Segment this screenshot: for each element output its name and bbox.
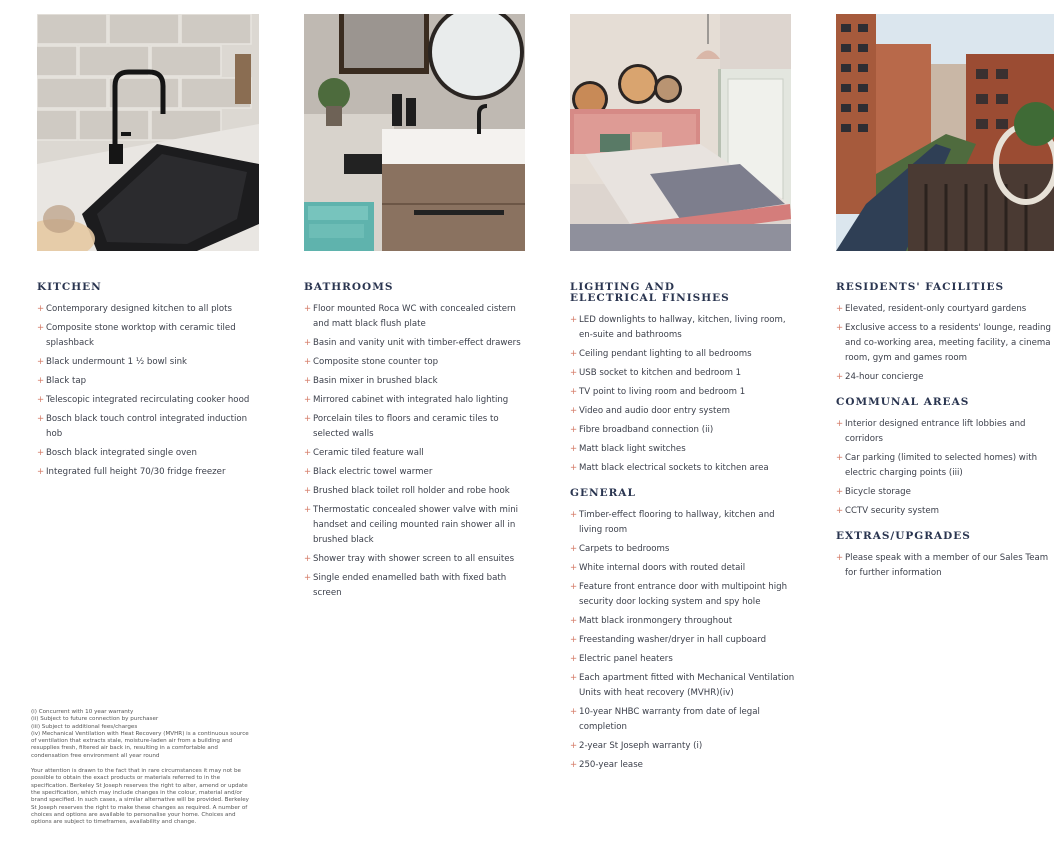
list-item: + Telescopic integrated recirculating cooker hood: [37, 393, 262, 408]
list-item: + Video and audio door entry system: [570, 404, 795, 419]
list-item: + Mirrored cabinet with integrated halo lighting: [304, 393, 529, 408]
list-item: + 10-year NHBC warranty from date of legal completion: [570, 705, 795, 735]
list-item: + Bicycle storage: [836, 485, 1052, 500]
list-item: + Each apartment fitted with Mechanical Ventilation Units with heat recovery (MVHR)(iv): [570, 671, 795, 701]
list-item: + Composite stone worktop with ceramic tiled splashback: [37, 321, 262, 351]
list-item: + 2-year St Joseph warranty (i): [570, 739, 795, 754]
list-item: + Basin mixer in brushed black: [304, 374, 529, 389]
list-item: + Basin and vanity unit with timber-effect drawers: [304, 336, 529, 351]
list-item: + Matt black ironmongery throughout: [570, 614, 795, 629]
list-item: + LED downlights to hallway, kitchen, living room, en-suite and bathrooms: [570, 313, 795, 343]
list-item: + Contemporary designed kitchen to all plots: [37, 302, 262, 317]
kitchen-list: [37, 302, 262, 480]
kitchen-heading: KITCHEN: [37, 281, 102, 293]
list-item: + Carpets to bedrooms: [570, 542, 795, 557]
general-list: [570, 508, 795, 773]
communal-heading: COMMUNAL AREAS: [836, 396, 970, 408]
list-item: + Freestanding washer/dryer in hall cupboard: [570, 633, 795, 648]
extras-list: [836, 551, 1052, 581]
footnote-list: [31, 709, 251, 760]
list-item: + Bosch black integrated single oven: [37, 446, 262, 461]
list-item: + Car parking (limited to selected homes) with electric charging points (iii): [836, 451, 1052, 481]
extras-heading: EXTRAS/UPGRADES: [836, 530, 971, 542]
list-item: + Fibre broadband connection (ii): [570, 423, 795, 438]
communal-list: [836, 417, 1052, 519]
list-item: + Integrated full height 70/30 fridge freezer: [37, 465, 262, 480]
footnote: (iv) Mechanical Ventilation with Heat Recovery (MVHR) is a continuous source of ventilation that extracts stale, moisture-laden air from a building and resupplies fresh, filtered air back in, resulting in a comfortable and condensation free environment all year round: [31, 730, 249, 759]
list-item: + Black undermount 1 ½ bowl sink: [37, 355, 262, 370]
list-item: + Black tap: [37, 374, 262, 389]
list-item: + Ceiling pendant lighting to all bedrooms: [570, 347, 795, 362]
list-item: + Feature front entrance door with multipoint high security door locking system and spy hole: [570, 580, 795, 610]
bathrooms-column: [304, 282, 529, 613]
kitchen-photo: [37, 14, 259, 251]
bathrooms-heading: BATHROOMS: [304, 281, 394, 293]
footnotes: [31, 709, 251, 834]
list-item: + 250-year lease: [570, 758, 795, 773]
list-item: + TV point to living room and bedroom 1: [570, 385, 795, 400]
list-item: + White internal doors with routed detail: [570, 561, 795, 576]
general-heading: GENERAL: [570, 487, 636, 499]
list-item: + Matt black light switches: [570, 442, 795, 457]
lighting-list: [570, 313, 795, 476]
footnote: (iii) Subject to additional fees/charges: [31, 723, 138, 730]
list-item: + Interior designed entrance lift lobbies and corridors: [836, 417, 1052, 447]
list-item: + Floor mounted Roca WC with concealed cistern and matt black flush plate: [304, 302, 529, 332]
footnote: (i) Concurrent with 10 year warranty: [31, 709, 134, 715]
list-item: + Electric panel heaters: [570, 652, 795, 667]
list-item: + Composite stone counter top: [304, 355, 529, 370]
list-item: + Elevated, resident-only courtyard gardens: [836, 302, 1052, 317]
list-item: + Ceramic tiled feature wall: [304, 446, 529, 461]
lighting-general-column: [570, 282, 795, 785]
list-item: + 24-hour concierge: [836, 370, 1052, 385]
list-item: + Brushed black toilet roll holder and robe hook: [304, 484, 529, 499]
list-item: + USB socket to kitchen and bedroom 1: [570, 366, 795, 381]
bedroom-photo: [570, 14, 791, 251]
residents-list: [836, 302, 1052, 385]
bathrooms-list: [304, 302, 529, 601]
list-item: + Bosch black touch control integrated induction hob: [37, 412, 262, 442]
kitchen-column: [37, 282, 262, 492]
footnote: (ii) Subject to future connection by purchaser: [31, 716, 159, 723]
facilities-column: [836, 282, 1052, 593]
disclaimer: Your attention is drawn to the fact that in rare circumstances it may not be possible to obtain the exact products or materials referred to in the specification. Berkeley St Joseph reserves the right to alter, amend or update the specification, which may include changes in the colour, material and/or brand specified. In such cases, a similar alternative will be provided. Berkeley St Joseph reserves the right to make these changes as required. A number of choices and options are available to personalise your home. Choices and options are subject to timeframes, availability and change.: [31, 768, 249, 826]
residents-heading: RESIDENTS' FACILITIES: [836, 281, 1005, 293]
list-item: + CCTV security system: [836, 504, 1052, 519]
list-item: + Exclusive access to a residents' lounge, reading and co-working area, meeting facility, a cinema room, gym and games room: [836, 321, 1052, 366]
list-item: + Porcelain tiles to floors and ceramic tiles to selected walls: [304, 412, 529, 442]
list-item: + Single ended enamelled bath with fixed bath screen: [304, 571, 529, 601]
courtyard-photo: [836, 14, 1054, 251]
list-item: + Thermostatic concealed shower valve with mini handset and ceiling mounted rain shower all in brushed black: [304, 503, 529, 548]
list-item: + Shower tray with shower screen to all ensuites: [304, 552, 529, 567]
list-item: + Matt black electrical sockets to kitchen area: [570, 461, 795, 476]
lighting-heading: LIGHTING AND ELECTRICAL FINISHES: [570, 281, 730, 304]
list-item: + Timber-effect flooring to hallway, kitchen and living room: [570, 508, 795, 538]
bathroom-photo: [304, 14, 525, 251]
list-item: + Please speak with a member of our Sales Team for further information: [836, 551, 1052, 581]
list-item: + Black electric towel warmer: [304, 465, 529, 480]
